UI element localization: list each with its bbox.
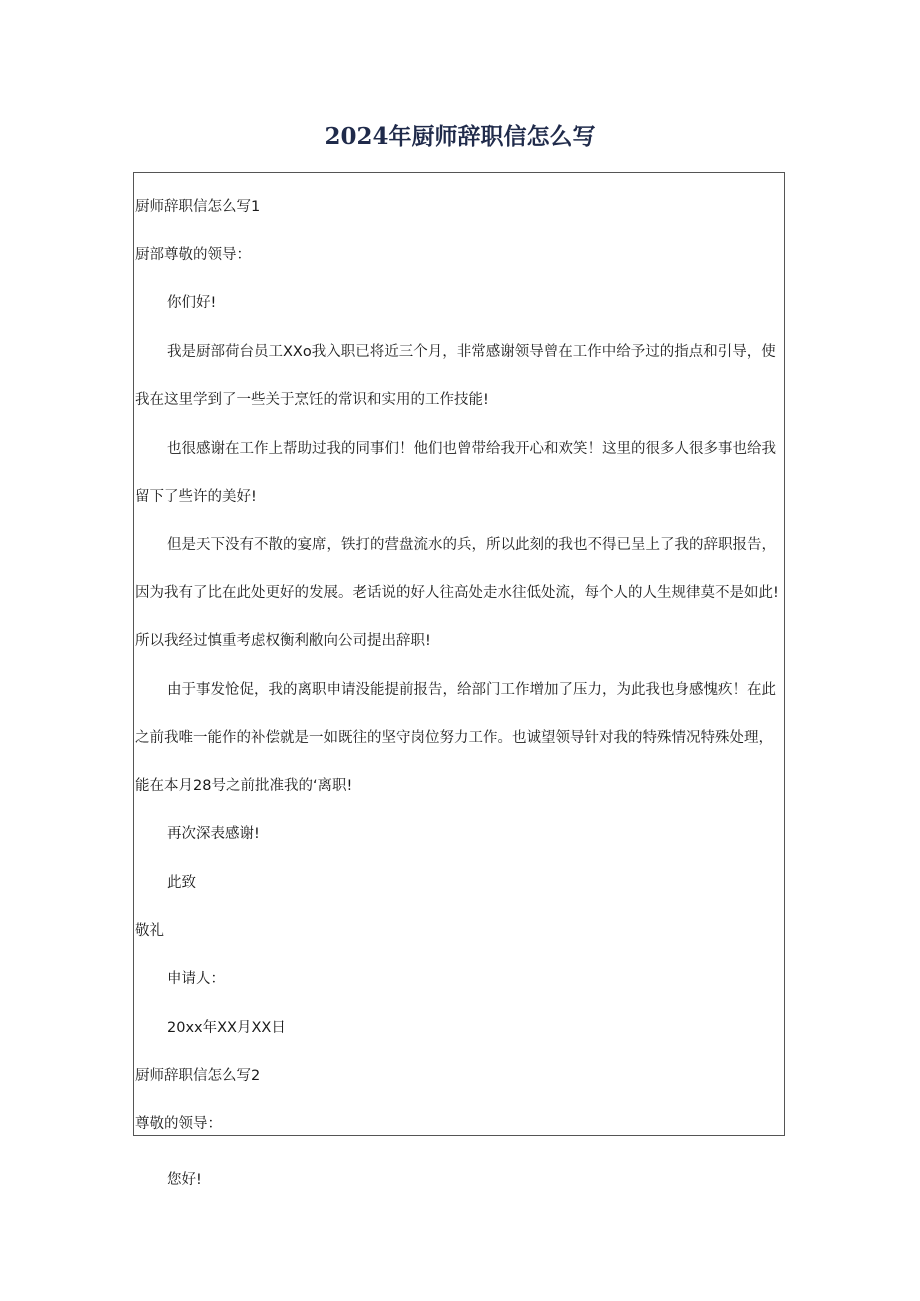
salutation-2: 尊敬的领导： — [135, 1116, 222, 1132]
paragraph-1-line-1: 我是厨部荷台员工XXo我入职已将近三个月，非常感谢领导曾在工作中给予过的指点和引导，使 — [167, 344, 776, 360]
section-heading-1: 厨师辞职信怎么写1 — [135, 199, 261, 215]
paragraph-4-line-2: 之前我唯一能作的补偿就是一如既往的坚守岗位努力工作。也诚望领导针对我的特殊情况特殊处理， — [135, 730, 773, 746]
paragraph-4-line-3: 能在本月28号之前批准我的‘离职! — [135, 778, 353, 794]
paragraph-1-line-2: 我在这里学到了一些关于烹饪的常识和实用的工作技能! — [135, 392, 489, 408]
greeting-2: 您好! — [167, 1172, 202, 1188]
paragraph-2-line-1: 也很感谢在工作上帮助过我的同事们！他们也曾带给我开心和欢笑！这里的很多人很多事也给我 — [167, 441, 776, 457]
page-title: 2024年厨师辞职信怎么写 — [324, 123, 596, 150]
section-heading-2: 厨师辞职信怎么写2 — [135, 1068, 261, 1084]
thanks-line: 再次深表感谢! — [167, 826, 260, 842]
closing-1: 此致 — [167, 875, 196, 891]
paragraph-3-line-2: 因为我有了比在此处更好的发展。老话说的好人往高处走水往低处流，每个人的人生规律莫不是如此! — [135, 585, 779, 601]
content-box — [133, 172, 785, 1136]
greeting: 你们好! — [167, 295, 217, 311]
paragraph-3-line-1: 但是天下没有不散的宴席，铁打的营盘流水的兵，所以此刻的我也不得已呈上了我的辞职报告， — [167, 537, 776, 553]
closing-2: 敬礼 — [135, 923, 164, 939]
paragraph-2-line-2: 留下了些许的美好! — [135, 489, 257, 505]
paragraph-4-line-1: 由于事发怆促，我的离职申请没能提前报告，给部门工作增加了压力，为此我也身感愧疚！在此 — [167, 682, 776, 698]
paragraph-3-line-3: 所以我经过慎重考虑权衡利敝向公司提出辞职! — [135, 633, 431, 649]
date-line: 20xx年XX月XX日 — [167, 1020, 286, 1036]
salutation: 厨部尊敬的领导： — [135, 247, 251, 263]
applicant-label: 申请人： — [167, 971, 225, 987]
